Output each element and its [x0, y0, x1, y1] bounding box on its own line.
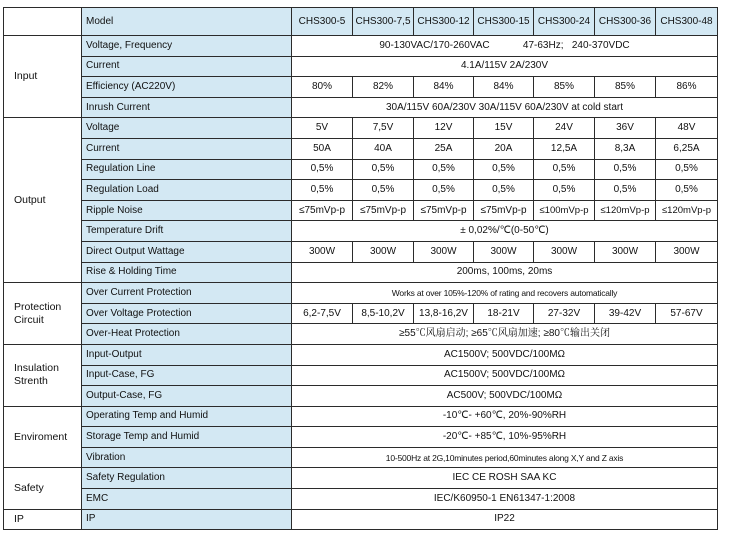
table-row	[4, 36, 718, 57]
spec-value: Works at over 105%-120% of rating and recovers automatically	[292, 283, 718, 304]
table-row	[4, 509, 718, 530]
spec-label: Inrush Current	[82, 97, 292, 118]
model-name: CHS300-12	[414, 8, 474, 36]
spec-value: 0,5%	[595, 180, 656, 201]
spec-label: Output-Case, FG	[82, 386, 292, 407]
model-name: CHS300-48	[656, 8, 718, 36]
header-corner	[4, 8, 82, 36]
table-row	[4, 283, 718, 304]
spec-value: 6,25A	[656, 138, 718, 159]
spec-value: ≤120mVp-p	[595, 200, 656, 221]
model-label: Model	[82, 8, 292, 36]
table-row	[4, 324, 718, 345]
table-row	[4, 159, 718, 180]
spec-value: 0,5%	[534, 180, 595, 201]
category-protection: Protection Circuit	[4, 283, 82, 345]
table-row	[4, 386, 718, 407]
spec-value: 300W	[414, 241, 474, 262]
spec-value: 6,2-7,5V	[292, 303, 353, 324]
spec-value: 0,5%	[656, 180, 718, 201]
table-row	[4, 97, 718, 118]
table-row	[4, 344, 718, 365]
spec-value: 0,5%	[292, 159, 353, 180]
spec-value: 0,5%	[353, 159, 414, 180]
spec-value: 12,5A	[534, 138, 595, 159]
spec-label: IP	[82, 509, 292, 530]
spec-label: Voltage, Frequency	[82, 36, 292, 57]
spec-label: Regulation Line	[82, 159, 292, 180]
spec-value: 200ms, 100ms, 20ms	[292, 262, 718, 283]
spec-value: 0,5%	[474, 159, 534, 180]
spec-label: Ripple Noise	[82, 200, 292, 221]
category-safety: Safety	[4, 468, 82, 509]
spec-value: 84%	[474, 77, 534, 98]
spec-value: IP22	[292, 509, 718, 530]
model-name: CHS300-7,5	[353, 8, 414, 36]
spec-value: 300W	[292, 241, 353, 262]
category-input: Input	[4, 36, 82, 118]
spec-value: ≥55℃风扇启动; ≥65℃风扇加速; ≥80℃输出关闭	[292, 324, 718, 345]
table-row	[4, 138, 718, 159]
spec-value: ≤75mVp-p	[414, 200, 474, 221]
spec-value: 30A/115V 60A/230V 30A/115V 60A/230V at cold start	[292, 97, 718, 118]
spec-label: Over Voltage Protection	[82, 303, 292, 324]
spec-table	[3, 7, 718, 530]
spec-value: ≤120mVp-p	[656, 200, 718, 221]
table-row	[4, 303, 718, 324]
spec-label: Input-Case, FG	[82, 365, 292, 386]
table-row	[4, 77, 718, 98]
spec-value: 86%	[656, 77, 718, 98]
spec-label: Current	[82, 138, 292, 159]
spec-label: Current	[82, 56, 292, 77]
spec-value: 20A	[474, 138, 534, 159]
spec-value: AC1500V; 500VDC/100MΩ	[292, 344, 718, 365]
spec-value: -10℃- +60℃, 20%-90%RH	[292, 406, 718, 427]
spec-value: 85%	[595, 77, 656, 98]
spec-label: Operating Temp and Humid	[82, 406, 292, 427]
spec-value: 27-32V	[534, 303, 595, 324]
spec-value: ≤75mVp-p	[292, 200, 353, 221]
spec-value: 4.1A/115V 2A/230V	[292, 56, 718, 77]
spec-value: 24V	[534, 118, 595, 139]
spec-value: 0,5%	[474, 180, 534, 201]
spec-label: EMC	[82, 489, 292, 510]
spec-value: 300W	[474, 241, 534, 262]
spec-value: 0,5%	[414, 180, 474, 201]
spec-label: Efficiency (AC220V)	[82, 77, 292, 98]
spec-label: Input-Output	[82, 344, 292, 365]
spec-label: Safety Regulation	[82, 468, 292, 489]
table-row	[4, 180, 718, 201]
spec-label: Over-Heat Protection	[82, 324, 292, 345]
category-output: Output	[4, 118, 82, 283]
spec-value: 57-67V	[656, 303, 718, 324]
spec-value: 18-21V	[474, 303, 534, 324]
spec-value: 36V	[595, 118, 656, 139]
table-row	[4, 468, 718, 489]
spec-value: 90-130VAC/170-260VAC 47-63Hz; 240-370VDC	[292, 36, 718, 57]
spec-label: Rise & Holding Time	[82, 262, 292, 283]
model-name: CHS300-24	[534, 8, 595, 36]
spec-value: 0,5%	[534, 159, 595, 180]
spec-value: 10-500Hz at 2G,10minutes period,60minutes along X,Y and Z axis	[292, 447, 718, 468]
spec-value: 300W	[353, 241, 414, 262]
spec-value: IEC/K60950-1 EN61347-1:2008	[292, 489, 718, 510]
table-row	[4, 427, 718, 448]
spec-value: 8,3A	[595, 138, 656, 159]
spec-value: 15V	[474, 118, 534, 139]
model-name: CHS300-5	[292, 8, 353, 36]
spec-value: 84%	[414, 77, 474, 98]
spec-value: 25A	[414, 138, 474, 159]
spec-value: 5V	[292, 118, 353, 139]
spec-value: 0,5%	[595, 159, 656, 180]
category-environment: Enviroment	[4, 406, 82, 468]
table-row	[4, 406, 718, 427]
spec-label: Regulation Load	[82, 180, 292, 201]
table-row	[4, 241, 718, 262]
spec-label: Over Current Protection	[82, 283, 292, 304]
table-row	[4, 221, 718, 242]
spec-value: 85%	[534, 77, 595, 98]
spec-value: 0,5%	[414, 159, 474, 180]
table-row	[4, 200, 718, 221]
spec-value: 13,8-16,2V	[414, 303, 474, 324]
spec-value: 50A	[292, 138, 353, 159]
spec-value: 0,5%	[656, 159, 718, 180]
spec-label: Direct Output Wattage	[82, 241, 292, 262]
spec-value: 8,5-10,2V	[353, 303, 414, 324]
spec-value: 7,5V	[353, 118, 414, 139]
spec-value: 39-42V	[595, 303, 656, 324]
spec-value: ≤75mVp-p	[353, 200, 414, 221]
table-row	[4, 118, 718, 139]
spec-value: 12V	[414, 118, 474, 139]
spec-value: 0,5%	[292, 180, 353, 201]
spec-value: 82%	[353, 77, 414, 98]
spec-value: 300W	[595, 241, 656, 262]
spec-label: Vibration	[82, 447, 292, 468]
spec-value: ± 0,02%/℃(0-50℃)	[292, 221, 718, 242]
spec-value: 48V	[656, 118, 718, 139]
spec-value: -20℃- +85℃, 10%-95%RH	[292, 427, 718, 448]
table-row	[4, 56, 718, 77]
spec-value: 300W	[534, 241, 595, 262]
table-row	[4, 262, 718, 283]
header-row	[4, 8, 718, 36]
spec-value: IEC CE ROSH SAA KC	[292, 468, 718, 489]
spec-label: Voltage	[82, 118, 292, 139]
model-name: CHS300-15	[474, 8, 534, 36]
spec-label: Storage Temp and Humid	[82, 427, 292, 448]
table-row	[4, 489, 718, 510]
spec-value: 300W	[656, 241, 718, 262]
spec-value: 40A	[353, 138, 414, 159]
spec-value: ≤100mVp-p	[534, 200, 595, 221]
spec-value: AC1500V; 500VDC/100MΩ	[292, 365, 718, 386]
spec-value: AC500V; 500VDC/100MΩ	[292, 386, 718, 407]
spec-value: 0,5%	[353, 180, 414, 201]
category-ip: IP	[4, 509, 82, 530]
spec-value: ≤75mVp-p	[474, 200, 534, 221]
table-row	[4, 365, 718, 386]
category-insulation: Insulation Strenth	[4, 344, 82, 406]
spec-value: 80%	[292, 77, 353, 98]
spec-label: Temperature Drift	[82, 221, 292, 242]
table-row	[4, 447, 718, 468]
model-name: CHS300-36	[595, 8, 656, 36]
